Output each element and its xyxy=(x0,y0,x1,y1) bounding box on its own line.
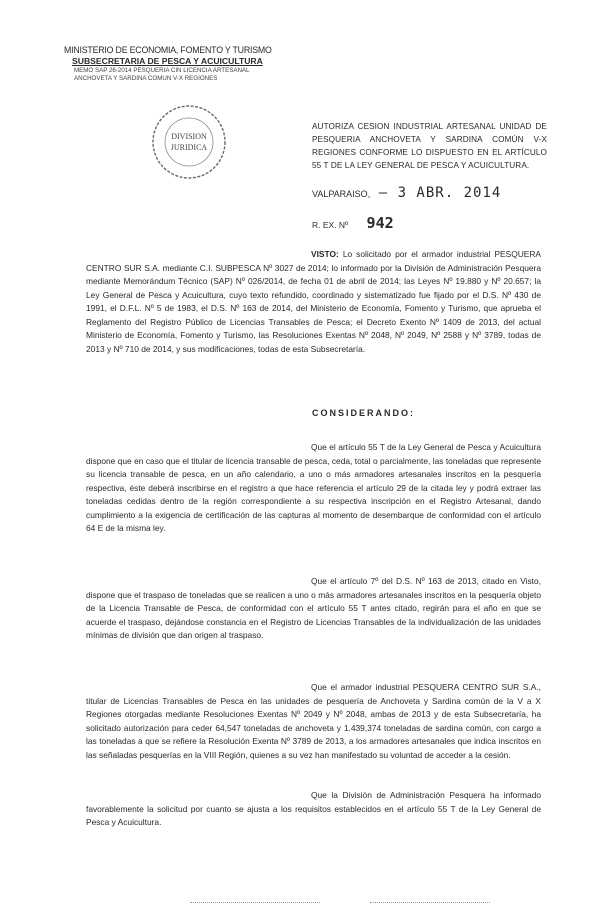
resolution-number xyxy=(312,214,394,232)
visto-label: VISTO: xyxy=(311,249,339,259)
considerando-paragraph xyxy=(86,441,541,536)
stamp-line1: DIVISION xyxy=(171,132,207,141)
division-juridica-stamp xyxy=(150,103,228,181)
considerando-paragraph xyxy=(86,681,541,762)
resolution-summary: AUTORIZA CESION INDUSTRIAL ARTESANAL UNIDAD DE PESQUERIA ANCHOVETA Y SARDINA COMÚN V-X REGIONES CONFORME LO DISPUESTO EN EL ARTÍCULO 55 T DE LA LEY GENERAL DE PESCA Y ACUICULTURA. xyxy=(312,122,547,170)
memo-reference-line1: MEMO SAP 26-2014 PESQUERIA CIN LICENCIA ARTESANAL xyxy=(74,67,250,74)
considerando-paragraph xyxy=(86,575,541,643)
visto-text: Lo solicitado por el armador industrial PESQUERA CENTRO SUR S.A. mediante C.I. SUBPESCA Nº 3027 de 2014; lo informado por la División de Administración Pesquera mediante Memorándum Técnico (SAP) Nº 026/2014, de fecha 01 de abril de 2014; las Leyes Nº 19.880 y Nº 20.657; la Ley General de Pesca y Acuicultura, cuyo texto refundido, coordinado y sistematizado fue fijado por el D.S. Nº 430 de 1991, el D.F.L. Nº 5 de 1983, el D.S. Nº 163 de 2014, del Ministerio de Economía, Fomento y Turismo, que aprueba el Reglamento del Registro Público de Licencias Transables de Pesca; el Decreto Exento Nº 1409 de 2013, del actual Ministerio de Economía, Fomento y Turismo, las Resoluciones Exentas Nº 2048, Nº 2049, Nº 2588 y Nº 3789, todas de 2013 y Nº 710 de 2014, y sus modificaciones, todas de esta Subsecretaría. xyxy=(86,249,542,354)
considerando-paragraph xyxy=(86,789,541,830)
memo-reference-line2: ANCHOVETA Y SARDINA COMUN V-X REGIONES xyxy=(74,75,218,82)
considerando-heading: CONSIDERANDO: xyxy=(312,408,416,418)
city-label: VALPARAISO, xyxy=(312,189,371,199)
rex-number: 942 xyxy=(366,214,394,232)
dateline xyxy=(312,185,501,201)
rex-label: R. EX. Nº xyxy=(312,220,349,230)
issue-date: – 3 ABR. 2014 xyxy=(378,185,502,201)
paragraph-text: Que el artículo 7º del D.S. Nº 163 de 2013, citado en Visto, dispone que el traspaso de toneladas que se realicen a uno o más armadores artesanales inscritos en la pesquería objeto de la Licencia Transable de Pesca, de conformidad con el artículo 55 T antes citado, regirán para el año en que se acuerde el traspaso, dejándose constancia en el Registro de Licencias Transables de la individualización de las unidades mínimas de división que dan origen al traspaso. xyxy=(86,576,541,640)
subsecretaria-name: SUBSECRETARIA DE PESCA Y ACUICULTURA xyxy=(72,56,263,66)
footer-mark xyxy=(190,902,320,904)
footer-mark xyxy=(370,902,490,904)
ministry-name: MINISTERIO DE ECONOMIA, FOMENTO Y TURISMO xyxy=(64,45,272,55)
paragraph-text: Que el armador industrial PESQUERA CENTRO SUR S.A., titular de Licencias Transables de Pesca en las unidades de pesquería de Anchoveta y Sardina común de la V a X Regiones otorgadas mediante Resoluciones Exentas Nº 2049 y Nº 2048, ambas de 2013 y de esta Subsecretaría, ha solicitado autorización para ceder 64,547 toneladas de anchoveta y 1.439,374 toneladas de sardina común, con cargo a las toneladas a que se refiere la Resolución Exenta Nº 3789 de 2013, a los armadores artesanales que indica inscritos en las señaladas pesquerías en la VIII Región, quienes a su vez han manifestado su voluntad de acceder a la cesión. xyxy=(86,682,541,760)
visto-section xyxy=(86,248,541,356)
stamp-line2: JURIDICA xyxy=(170,143,208,152)
paragraph-text: Que el artículo 55 T de la Ley General de Pesca y Acuicultura dispone que en caso que el titular de licencia transable de pesca, ceda, total o parcialmente, las toneladas que represente su licencia transable de pesca, en un año calendario, a uno o más armadores artesanales inscritos en la pesquería respectiva, éste deberá inscribirse en el registro a que hace referencia el artículo 29 de la citada ley y podrá extraer las toneladas cedidas dentro de la región correspondiente a su respectiva inscripción en el Registro Artesanal, dando cumplimiento a la exigencia de certificación de las capturas al momento de desembarque de conformidad con el artículo 64 E de la misma ley. xyxy=(86,442,541,533)
paragraph-text: Que la División de Administración Pesquera ha informado favorablemente la solicitud por cuanto se ajusta a los requisitos establecidos en el artículo 55 T de la Ley General de Pesca y Acuicultura. xyxy=(86,790,541,827)
letterhead xyxy=(64,45,299,83)
